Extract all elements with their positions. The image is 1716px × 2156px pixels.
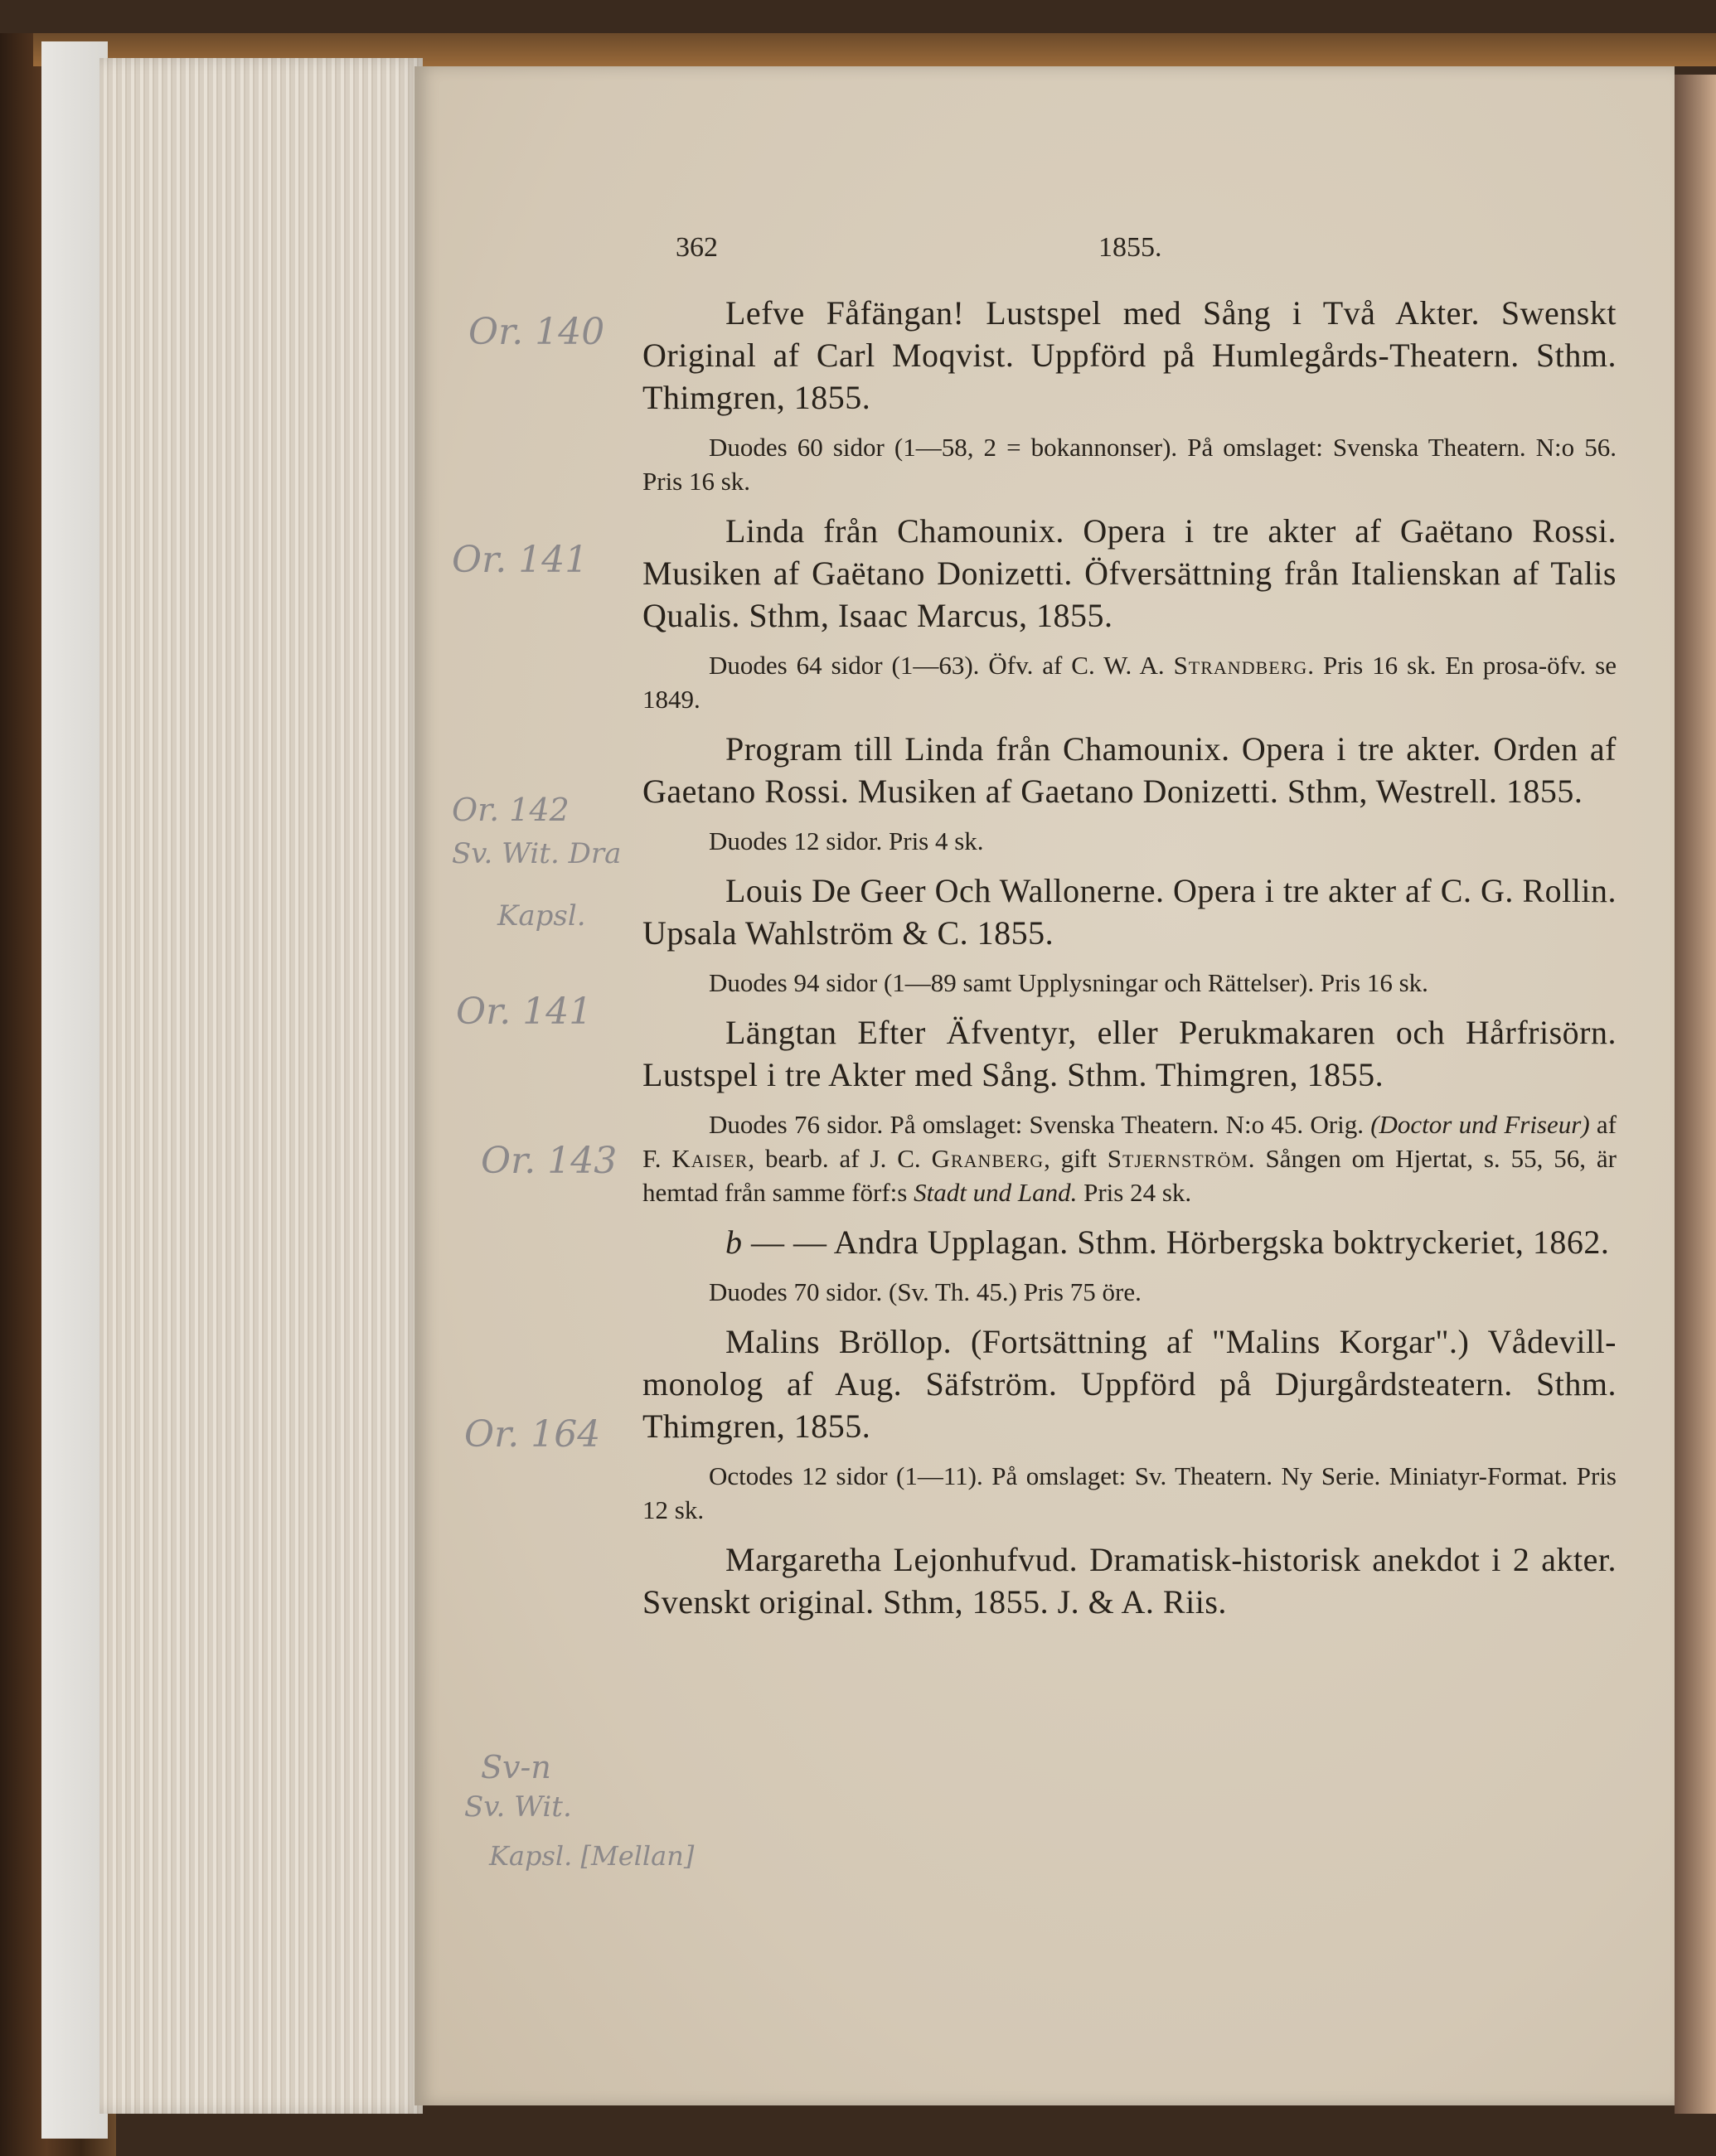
entry-malins-brollop [642,1320,1617,1527]
bibliography-column [642,292,1617,1623]
margin-note-9: Sv-n [481,1749,551,1785]
page-stack-edge [99,58,423,2114]
entry-note: Duodes 60 sidor (1—58, 2 = bokannonser). På omslaget: Svenska Theatern. N:o 56. Pris 16 sk. [642,433,1617,496]
margin-note-5: Kapsl. [497,899,586,933]
facing-page-edge [1675,75,1716,2114]
entry-program-linda [642,728,1617,858]
note-author: Kaiser [671,1144,749,1173]
note-text: , gift [1044,1144,1108,1173]
note-author: Strandberg [1173,651,1308,680]
margin-note-3: Or. 142 [452,792,570,828]
margin-note-10: Sv. Wit. [464,1790,572,1824]
note-author: Stjernström [1107,1144,1248,1173]
note-text: Duodes 64 sidor (1—63). Öfv. af C. W. A. [709,651,1174,680]
note-text: af F. [642,1110,1617,1173]
note-source-title: Stadt und Land. [914,1178,1078,1207]
margin-note-6: Or. 141 [456,991,593,1033]
entry-title [642,1221,1617,1263]
edition-letter: b [725,1223,743,1261]
entry-note: Duodes 70 sidor. (Sv. Th. 45.) Pris 75 öre. [709,1277,1142,1306]
entry-title: Louis De Geer Och Wallonerne. Opera i tre akter af C. G. Rollin. Upsala Wahlström & C. 1855. [642,872,1617,952]
entry-margaretha-lejonhufvud [642,1538,1617,1623]
entry-title: Linda från Chamounix. Opera i tre akter af Gaëtano Rossi. Musiken af Gaëtano Donizetti. Öfversättning från Italienskan af Talis Qualis. Sthm, Isaac Marcus, 1855. [642,512,1617,634]
entry-title: Margaretha Lejonhufvud. Dramatisk-historisk anekdot i 2 akter. Svenskt original. Sthm, 1855. J. & A. Riis. [642,1541,1617,1621]
note-author: Granberg [931,1144,1045,1173]
note-original-title: (Doctor und Friseur) [1370,1110,1590,1139]
page-number: 362 [676,232,718,263]
note-text: Pris 24 sk. [1077,1178,1192,1207]
entry-title: Längtan Efter Äfventyr, eller Perukmakaren och Hårfrisörn. Lustspel i tre Akter med Sång. Sthm. Thimgren, 1855. [642,1014,1617,1093]
title-text: — — Andra Upplagan. Sthm. Hörbergska boktryckeriet, 1862. [742,1223,1610,1261]
note-text: Duodes 76 sidor. På omslaget: Svenska Theatern. N:o 45. Orig. [709,1110,1371,1139]
margin-note-8: Or. 164 [464,1413,601,1456]
entry-title: Lefve Fåfängan! Lustspel med Sång i Två Akter. Swenskt Original af Carl Moqvist. Uppförd på Humlegårds-Theatern. Sthm. Thimgren, 1855. [642,294,1617,416]
entry-andra-upplagan [642,1221,1617,1309]
entry-note: Duodes 12 sidor. Pris 4 sk. [709,826,984,855]
entry-langtan-efter-afventyr [642,1011,1617,1209]
entry-note: Duodes 94 sidor (1—89 samt Upplysningar och Rättelser). Pris 16 sk. [709,968,1428,997]
margin-note-4: Sv. Wit. Dra [452,837,622,870]
entry-louis-de-geer [642,870,1617,1000]
page-header [676,232,1670,274]
entry-note [642,1107,1617,1209]
entry-linda-fran-chamounix [642,510,1617,716]
note-text: . Sången om Hjertat, s. 55, 56, är hemtad från samme förf:s [642,1144,1617,1207]
margin-note-1: Or. 140 [468,311,605,353]
cover-edge [41,41,108,2139]
entry-title: Program till Linda från Chamounix. Opera i tre akter. Orden af Gaetano Rossi. Musiken af Gaetano Donizetti. Sthm, Westrell. 1855. [642,730,1617,810]
margin-note-11: Kapsl. [Mellan] [489,1840,695,1872]
entry-title: Malins Bröllop. (Fortsättning af "Malins Korgar".) Vådevill-monolog af Aug. Säfström. Uppförd på Djurgårdsteatern. Sthm. Thimgren, 1855. [642,1323,1617,1445]
margin-note-2: Or. 141 [452,539,589,581]
entry-note: Octodes 12 sidor (1—11). På omslaget: Sv. Theatern. Ny Serie. Miniatyr-Format. Pris 12 sk. [642,1461,1617,1524]
page-year: 1855. [1098,232,1162,263]
entry-lefve-fafangan [642,292,1617,498]
note-text: , bearb. af J. C. [748,1144,932,1173]
margin-note-7: Or. 143 [481,1140,618,1182]
note-text: . Pris 16 sk. En prosa-öfv. se 1849. [642,651,1617,714]
entry-note [642,648,1617,716]
